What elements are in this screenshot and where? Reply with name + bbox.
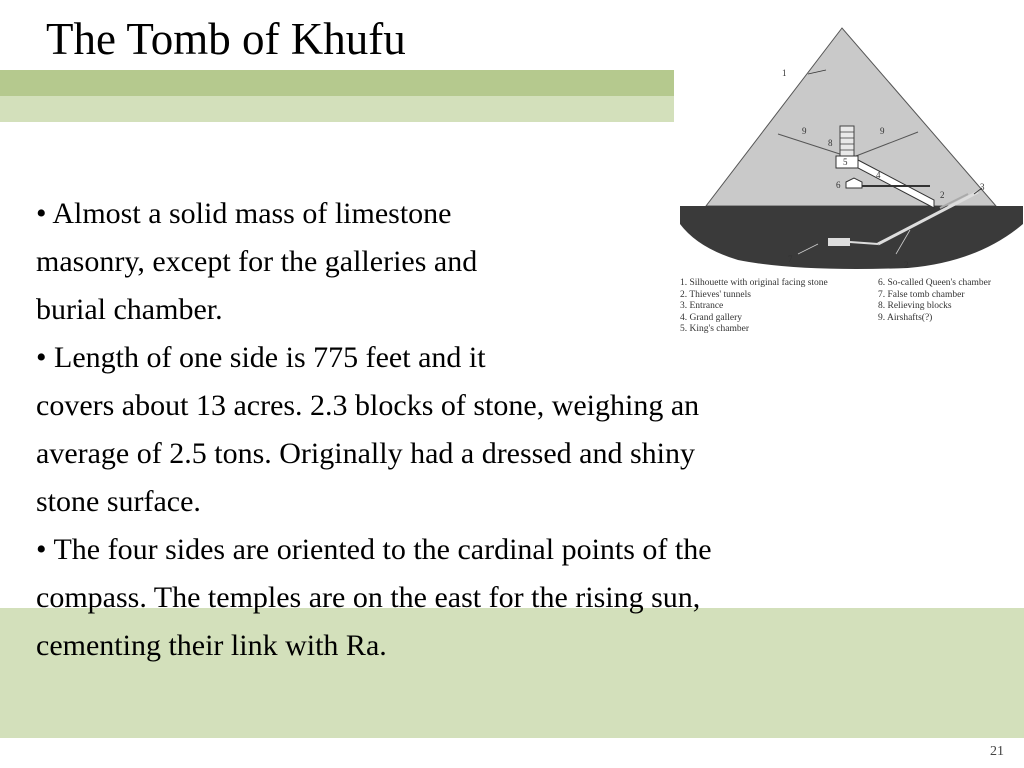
legend-item: 2. Thieves' tunnels [680, 289, 751, 300]
callout-9-right: 9 [880, 126, 885, 136]
body-line: average of 2.5 tons. Originally had a dressed and shiny [36, 437, 695, 470]
legend-item: 3. Entrance [680, 301, 724, 311]
callout-2: 2 [904, 260, 909, 270]
callout-7: 7 [788, 254, 793, 264]
legend-column-right [878, 278, 991, 324]
body-line: covers about 13 acres. 2.3 blocks of stone, weighing an [36, 389, 700, 422]
bedrock-mass [680, 206, 1023, 269]
header-band-light [0, 96, 674, 122]
callout-1: 1 [782, 68, 787, 78]
body-line: cementing their link with Ra. [36, 629, 387, 662]
legend-item: 1. Silhouette with original facing stone [680, 278, 828, 288]
body-line: • The four sides are oriented to the cardinal points of the [36, 533, 712, 566]
header-band-dark [0, 70, 674, 96]
body-line: burial chamber. [36, 293, 223, 326]
legend-item: 4. Grand gallery [680, 312, 742, 323]
body-line: • Almost a solid mass of limestone [36, 197, 452, 230]
pyramid-cross-section-figure [678, 22, 1024, 352]
body-line: • Length of one side is 775 feet and it [36, 341, 486, 374]
legend-item: 8. Relieving blocks [878, 301, 952, 311]
pyramid-diagram [678, 22, 1024, 272]
page-number: 21 [990, 744, 1004, 759]
relieving-blocks [840, 126, 854, 156]
body-line: masonry, except for the galleries and [36, 245, 478, 278]
callout-5: 5 [843, 157, 848, 167]
false-tomb-chamber [828, 238, 850, 246]
body-line: stone surface. [36, 485, 201, 518]
callout-4: 4 [876, 170, 881, 180]
callout-3: 3 [980, 182, 985, 192]
legend-item: 7. False tomb chamber [878, 289, 965, 300]
body-line: compass. The temples are on the east for the rising sun, [36, 581, 701, 614]
callout-9-left: 9 [802, 126, 807, 136]
callout-6: 6 [836, 180, 841, 190]
legend-item: 6. So-called Queen's chamber [878, 278, 992, 288]
callout-8: 8 [828, 138, 833, 148]
legend-item: 9. Airshafts(?) [878, 312, 933, 323]
legend-item: 5. King's chamber [680, 324, 749, 334]
callout-2-upper: 2 [940, 190, 945, 200]
legend-column-left [680, 278, 828, 336]
slide-title: The Tomb of Khufu [46, 14, 406, 64]
